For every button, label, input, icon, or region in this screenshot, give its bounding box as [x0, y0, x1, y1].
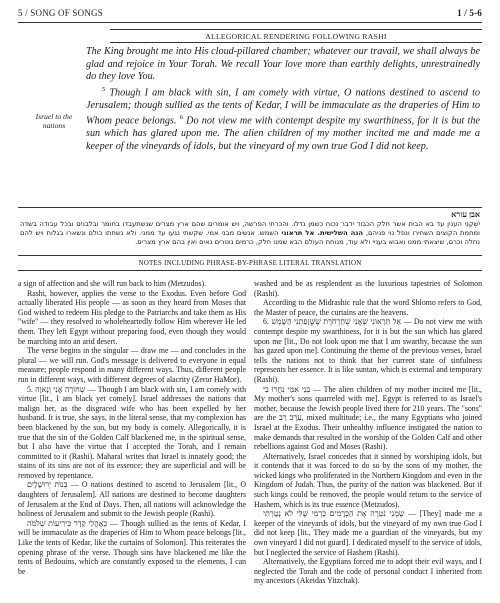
- header-rule: [18, 22, 482, 23]
- page-header: [18, 6, 482, 20]
- notes-title-rule: [18, 270, 482, 271]
- allegorical-top-rule: [110, 29, 482, 30]
- notes-title: NOTES INCLUDING PHRASE-BY-PHRASE LITERAL TRANSLATION: [138, 259, 362, 267]
- note-paragraph: Rashi, however, applies the verse to the Exodus. Even before God actually liberated His people — as soon as they heard from Moses that God wished to redeem His pledge to the Patriarchs and take them as His "wife" — they resolved to wholeheartedly follow Him wherever He led them. They left Egypt without preparing food, even though they would be marching into an arid desert.: [18, 288, 246, 346]
- hebrew-commentary-heading: אבן עזרא: [451, 210, 480, 219]
- note-paragraph: 5. שְׁחוֹרָה אֲנִי וְנָאוָה — Though I am black with sin, I am comely with virtue [lit., I am black yet comely]. Israel addresses the nations that malign her, as the disgraced wife who has been expelled by her husband. It is true, she says, in the literal sense, that my complexion has been blackened by the sun, but my body is comely. Allegorically, it is true that the sin of the Golden Calf blackened me, in the spiritual sense, but I also have the virtue that I accepted the Torah, and I remain committed to it (Rashi). Maharal writes that Israel is innately good; the stains of its sins are not of its essence; they are superficial and will be removed by repentance.: [18, 384, 247, 480]
- allegorical-intro: The King brought me into His cloud-pillared chamber; whatever our travail, we shall always be glad and rejoice in Your Torah. We recall Your love more than earthly delights, unrestrainedly do they love You.: [86, 46, 480, 83]
- chapter-verse-range: 1 / 5-6: [457, 8, 482, 18]
- allegorical-rendering: [86, 46, 480, 154]
- allegorical-title-rule: [110, 42, 482, 43]
- notes-top-rule: [18, 255, 482, 256]
- note-paragraph: בְּנוֹת יְרוּשָׁלָיִם — O nations destined to ascend to Jerusalem [lit., O daughters of Jerusalem]. All nations are destined to become daughters of Jerusalem at the End of Days. Then, all nations will acknowledge the holiness of Jerusalem and submit to the Jewish people (Rashi).: [18, 480, 246, 519]
- allegorical-verse-5: [86, 84, 480, 154]
- notes-right-column: [254, 279, 482, 599]
- note-paragraph: 6. אַל תִּרְאוּנִי שֶׁאֲנִי שְׁחַרְחֹרֶת שֶׁשֱּׁזָפַתְנִי הַשָּׁמֶשׁ — Do not view me with contempt despite my swarthiness, for it is but the sun which has glared upon me [lit., Do not look upon me that I am swarthy, because the sun has gazed upon me]. Continuing the theme of the previous verses, Israel tells the nations not to think that her current state of sinfulness represents her essence. It is like suntan, which is external and temporary (Rashi).: [254, 317, 482, 384]
- margin-note: Israel to the nations: [35, 112, 73, 131]
- note-paragraph: Alternatively, the Egyptians forced me to adopt their evil ways, and I neglected the Torah and the code of personal conduct I inherited from my ancestors (Akeidas Yitzchak).: [254, 557, 482, 586]
- note-paragraph: בְּנֵי אִמִּי נִחֲרוּ בִי — The alien children of my mother incited me [lit., My mother's sons quarreled with me]. Egypt is referred to as Israel's mother, because the Jewish people lived there for 210 years. The "sons" are the עֵרֶב רַב, mixed multitude; i.e., the many Egyptians who joined Israel at the Exodus. Their unhealthy influence instigated the nation to make demands that resulted in the worship of the Golden Calf and other rebellions against God and Moses (Rashi).: [254, 384, 482, 452]
- note-paragraph: שָׂמֻנִי נֹטֵרָה אֶת הַכְּרָמִים כַּרְמִי שֶׁלִּי לֹא נָטָרְתִּי — [They] made me a keeper of the vineyards of idols, but the vineyard of my own true God I did not keep [lit., They made me a guardian of the vineyards, but my own vineyard I did not guard]. I dedicated myself to the service of idols, but I neglected the service of Hashem (Rashi).: [254, 509, 482, 557]
- allegorical-verse-6-text: Do not view me with contempt despite my swarthiness, for it is but the sun which has glared upon me. The alien children of my mother incited me and made me a keeper of the vineyards of idols, but the vineyard of my own true God I did not keep.: [86, 115, 481, 152]
- allegorical-verse-5-text: Though I am black with sin, I am comely with virtue, O nations destined to ascend to Jerusalem; though sullied as the tents of Kedar, I will be immaculate as the draperies of Him to Whom peace belongs.: [86, 87, 480, 127]
- hebrew-commentary-text: [20, 220, 480, 247]
- running-head: 5 / SONG OF SONGS: [18, 8, 103, 18]
- allegorical-title: ALLEGORICAL RENDERING FOLLOWING RASHI: [205, 32, 387, 41]
- verse-number-6: 6: [179, 114, 183, 122]
- note-paragraph: a sign of affection and she will run back to him (Metzudos).: [18, 279, 207, 288]
- note-paragraph: כְּאָהֳלֵי קֵדָר כִּירִיעוֹת שְׁלֹמֹה — Though sullied as the tents of Kedar, I will be immaculate as the draperies of Him to Whom peace belongs [lit., Like the tents of Kedar, like the curtains of Solomon]. This reiterates the opening phrase of the verse. Though sins have blackened me like the tents of Bedouins, which are constantly exposed to the elements, I can be: [18, 518, 246, 576]
- note-paragraph: According to the Midrashic rule that the word Shlomo refers to God, the Master of peace, the curtains are the heavens.: [254, 298, 482, 317]
- note-paragraph: Alternatively, Israel concedes that it sinned by worshiping idols, but it contends that it was forced to do so by the sons of my mother, the wicked kings who proliferated in the Northern Kingdom and even in the Kingdom of Judah. Thus, the purity of the nation was blackened. But if such kings could be removed, the people would return to the service of Hashem, which is its true essence (Metzudos).: [254, 451, 482, 509]
- note-paragraph: The verse begins in the singular — draw me — and concludes in the plural — we will run. God's message is delivered to everyone in equal measure; people respond in many different ways. Thus, different people run in different ways, with different degrees of alacrity (Zeror HaMor).: [18, 346, 246, 384]
- hebrew-top-rule: [18, 207, 482, 208]
- notes-columns: [18, 279, 482, 599]
- notes-left-column: [18, 279, 246, 599]
- verse-number-5: 5: [102, 85, 106, 93]
- hebrew-text-part-1: יֹשְׁקֵנִי הענין עד בא הבית אשר חלק הכבוד ידבר נכוח כשמן גדלו. והכרתי הפרשה, ויש אומרים שהם ארץ מצרים שנשתעבדו בחומר ובלבנים ובכל עבודה בשדה ומחמת הקוצים השחירו ונפל נוי פניהם,: [20, 220, 480, 237]
- note-paragraph: washed and be as resplendent as the luxurious tapestries of Solomon (Rashi).: [254, 279, 482, 298]
- hebrew-bold-phrase: הנה השלישית. אל תראוני: [281, 229, 364, 237]
- hebrew-text-part-2: השמש. אנשים מבני אמי. שקשתי נגעו עד ממני. ולא נשחתו כולם ונשארו בגלות ויש להם נחלה וכרם, שיצאתי ממנו ואבוא בעניי ולא עוד, מנוחת העולם הבא שמנו חלק, כרמים נוטרים נאים ואין בהם ארץ מצרים.: [20, 229, 480, 246]
